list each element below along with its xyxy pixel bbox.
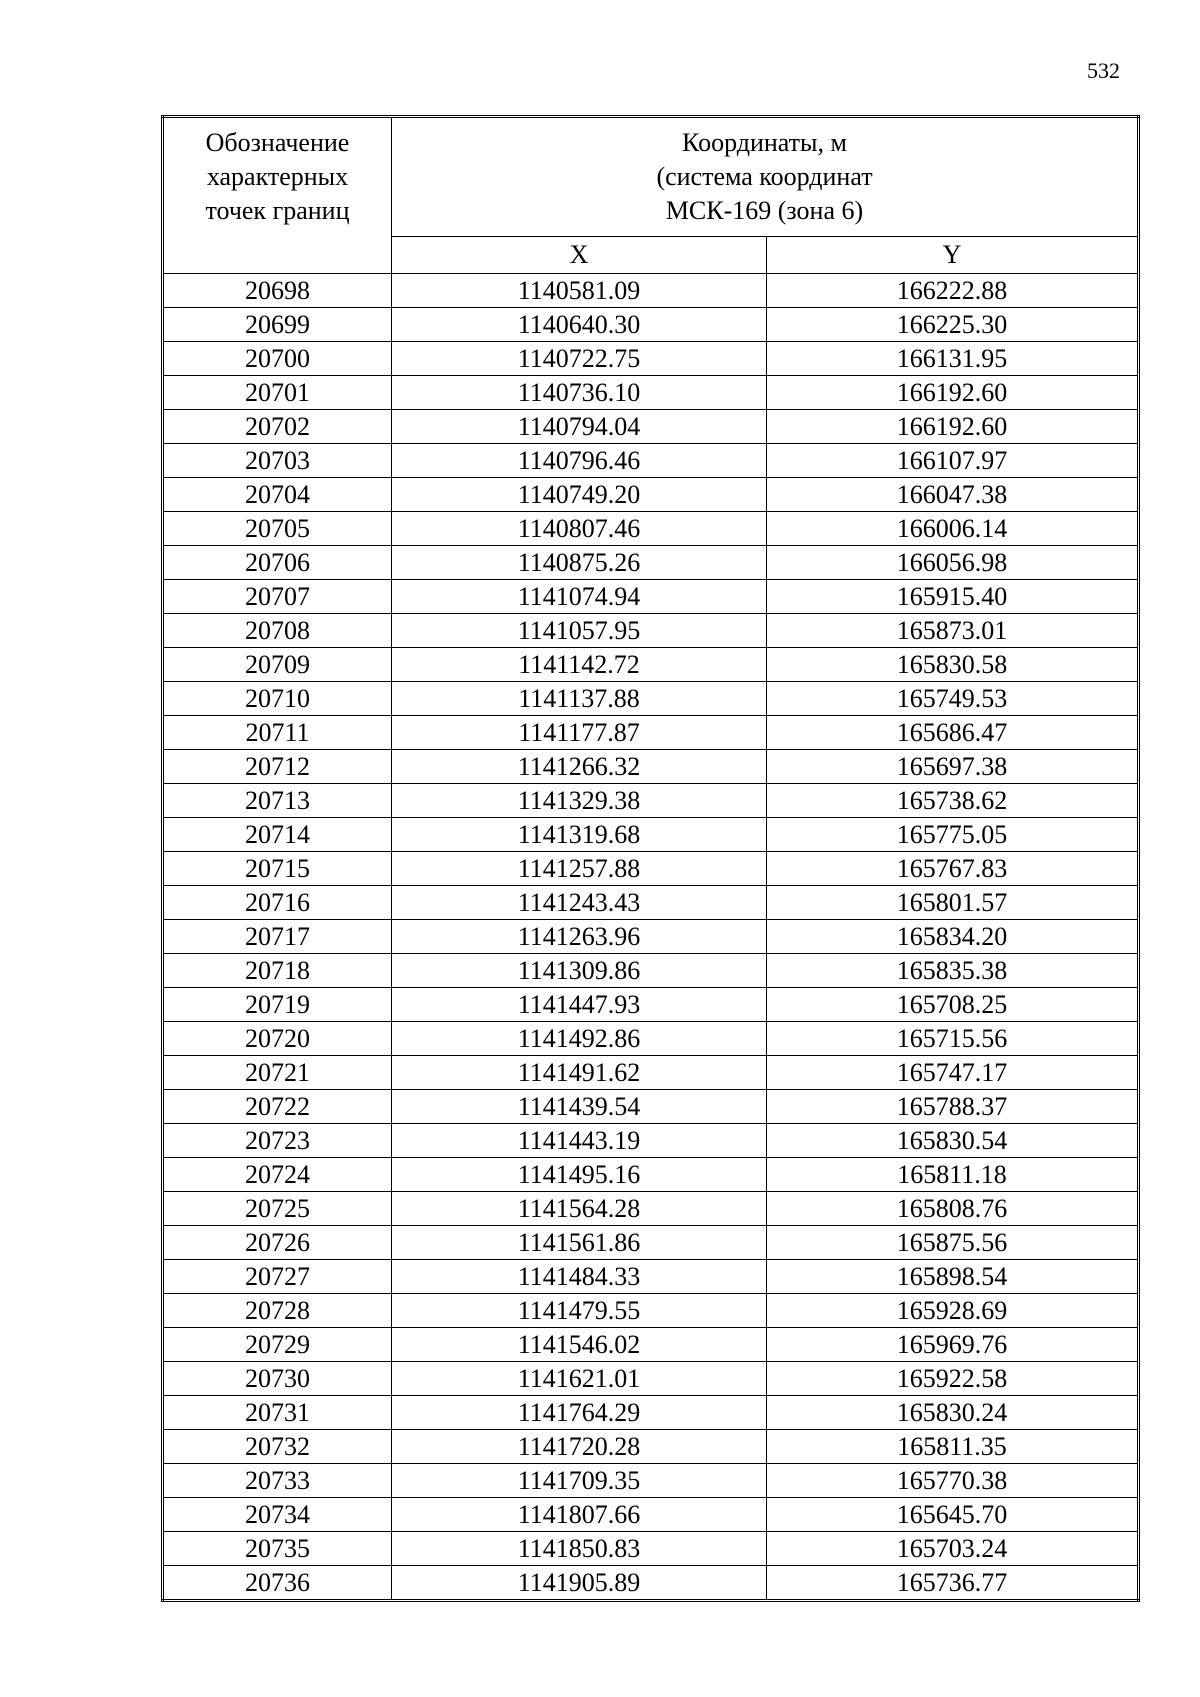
point-id-cell: 20703 (163, 444, 392, 478)
point-id-cell: 20727 (163, 1260, 392, 1294)
y-coordinate-cell: 166056.98 (767, 546, 1139, 580)
y-coordinate-cell: 165715.56 (767, 1022, 1139, 1056)
y-coordinate-cell: 166131.95 (767, 342, 1139, 376)
y-coordinate-cell: 165969.76 (767, 1328, 1139, 1362)
point-label-header-line: Обозначение (205, 128, 350, 157)
point-label-header-line: характерных (206, 162, 349, 191)
table-row (163, 1294, 1139, 1328)
page-number: 532 (1087, 58, 1120, 83)
point-id-cell: 20733 (163, 1464, 392, 1498)
y-coordinate-cell: 166225.30 (767, 308, 1139, 342)
point-id-cell: 20734 (163, 1498, 392, 1532)
coordinates-header (392, 117, 1139, 237)
x-coordinate-cell: 1141309.86 (392, 954, 767, 988)
y-coordinate-cell: 166006.14 (767, 512, 1139, 546)
point-id-cell: 20720 (163, 1022, 392, 1056)
y-coordinate-cell: 165686.47 (767, 716, 1139, 750)
point-id-cell: 20701 (163, 376, 392, 410)
point-id-cell: 20730 (163, 1362, 392, 1396)
table-row (163, 1056, 1139, 1090)
table-row (163, 1362, 1139, 1396)
y-coordinate-cell: 166192.60 (767, 376, 1139, 410)
x-coordinate-cell: 1141243.43 (392, 886, 767, 920)
point-id-cell: 20707 (163, 580, 392, 614)
point-id-cell: 20698 (163, 274, 392, 308)
y-coordinate-cell: 165811.35 (767, 1430, 1139, 1464)
x-coordinate-cell: 1141443.19 (392, 1124, 767, 1158)
table-row (163, 716, 1139, 750)
x-coordinate-cell: 1140796.46 (392, 444, 767, 478)
x-coordinate-cell: 1140875.26 (392, 546, 767, 580)
y-coordinate-cell: 165875.56 (767, 1226, 1139, 1260)
x-coordinate-cell: 1141074.94 (392, 580, 767, 614)
point-id-cell: 20711 (163, 716, 392, 750)
table-row (163, 920, 1139, 954)
x-coordinate-cell: 1141807.66 (392, 1498, 767, 1532)
y-column-header: Y (767, 237, 1139, 274)
table-row (163, 580, 1139, 614)
x-coordinate-cell: 1141177.87 (392, 716, 767, 750)
point-id-cell: 20722 (163, 1090, 392, 1124)
x-column-header: X (392, 237, 767, 274)
table-row (163, 1226, 1139, 1260)
x-coordinate-cell: 1141137.88 (392, 682, 767, 716)
table-row (163, 274, 1139, 308)
point-id-cell: 20706 (163, 546, 392, 580)
y-coordinate-cell: 165928.69 (767, 1294, 1139, 1328)
x-coordinate-cell: 1141621.01 (392, 1362, 767, 1396)
table-row (163, 614, 1139, 648)
x-coordinate-cell: 1141057.95 (392, 614, 767, 648)
x-coordinate-cell: 1140736.10 (392, 376, 767, 410)
y-coordinate-cell: 165915.40 (767, 580, 1139, 614)
y-coordinate-cell: 165830.24 (767, 1396, 1139, 1430)
point-id-cell: 20721 (163, 1056, 392, 1090)
table-header (163, 117, 1139, 274)
y-coordinate-cell: 165645.70 (767, 1498, 1139, 1532)
table-row (163, 342, 1139, 376)
x-coordinate-cell: 1141561.86 (392, 1226, 767, 1260)
point-id-cell: 20735 (163, 1532, 392, 1566)
x-coordinate-cell: 1140722.75 (392, 342, 767, 376)
table-row (163, 478, 1139, 512)
table-row (163, 886, 1139, 920)
table-row (163, 750, 1139, 784)
coordinates-header-line: (система координат (656, 162, 873, 191)
y-coordinate-cell: 165801.57 (767, 886, 1139, 920)
table-row (163, 376, 1139, 410)
y-coordinate-cell: 165811.18 (767, 1158, 1139, 1192)
y-coordinate-cell: 165747.17 (767, 1056, 1139, 1090)
x-coordinate-cell: 1141257.88 (392, 852, 767, 886)
table-row (163, 682, 1139, 716)
y-coordinate-cell: 166192.60 (767, 410, 1139, 444)
y-coordinate-cell: 165697.38 (767, 750, 1139, 784)
x-coordinate-cell: 1141564.28 (392, 1192, 767, 1226)
y-coordinate-cell: 165834.20 (767, 920, 1139, 954)
point-id-cell: 20699 (163, 308, 392, 342)
x-coordinate-cell: 1141764.29 (392, 1396, 767, 1430)
point-id-cell: 20716 (163, 886, 392, 920)
y-coordinate-cell: 165703.24 (767, 1532, 1139, 1566)
table-row (163, 818, 1139, 852)
coordinates-header-line: МСК-169 (зона 6) (665, 196, 864, 225)
y-coordinate-cell: 165775.05 (767, 818, 1139, 852)
table-row (163, 988, 1139, 1022)
point-id-cell: 20723 (163, 1124, 392, 1158)
x-coordinate-cell: 1141479.55 (392, 1294, 767, 1328)
x-coordinate-cell: 1141720.28 (392, 1430, 767, 1464)
table-row (163, 410, 1139, 444)
y-coordinate-cell: 166222.88 (767, 274, 1139, 308)
table-row (163, 1566, 1139, 1601)
x-coordinate-cell: 1141850.83 (392, 1532, 767, 1566)
point-id-cell: 20718 (163, 954, 392, 988)
x-coordinate-cell: 1141263.96 (392, 920, 767, 954)
y-coordinate-cell: 165749.53 (767, 682, 1139, 716)
y-coordinate-cell: 166107.97 (767, 444, 1139, 478)
x-coordinate-cell: 1140794.04 (392, 410, 767, 444)
x-coordinate-cell: 1141495.16 (392, 1158, 767, 1192)
table-row (163, 1090, 1139, 1124)
point-id-cell: 20729 (163, 1328, 392, 1362)
y-coordinate-cell: 165736.77 (767, 1566, 1139, 1601)
point-id-cell: 20728 (163, 1294, 392, 1328)
x-coordinate-cell: 1140640.30 (392, 308, 767, 342)
y-coordinate-cell: 165767.83 (767, 852, 1139, 886)
y-coordinate-cell: 165835.38 (767, 954, 1139, 988)
point-id-cell: 20724 (163, 1158, 392, 1192)
x-coordinate-cell: 1141447.93 (392, 988, 767, 1022)
y-coordinate-cell: 165708.25 (767, 988, 1139, 1022)
point-label-header-line: точек границ (205, 196, 350, 225)
point-id-cell: 20714 (163, 818, 392, 852)
table-row (163, 1158, 1139, 1192)
y-coordinate-cell: 165788.37 (767, 1090, 1139, 1124)
x-coordinate-cell: 1141329.38 (392, 784, 767, 818)
x-coordinate-cell: 1141319.68 (392, 818, 767, 852)
point-id-cell: 20725 (163, 1192, 392, 1226)
table-row (163, 954, 1139, 988)
point-id-cell: 20700 (163, 342, 392, 376)
table-row (163, 784, 1139, 818)
y-coordinate-cell: 165830.58 (767, 648, 1139, 682)
table-row (163, 1532, 1139, 1566)
x-coordinate-cell: 1140749.20 (392, 478, 767, 512)
point-id-cell: 20705 (163, 512, 392, 546)
y-coordinate-cell: 166047.38 (767, 478, 1139, 512)
x-coordinate-cell: 1141266.32 (392, 750, 767, 784)
x-coordinate-cell: 1141546.02 (392, 1328, 767, 1362)
point-id-cell: 20710 (163, 682, 392, 716)
x-coordinate-cell: 1141491.62 (392, 1056, 767, 1090)
y-coordinate-cell: 165770.38 (767, 1464, 1139, 1498)
table-row (163, 852, 1139, 886)
x-coordinate-cell: 1141484.33 (392, 1260, 767, 1294)
x-coordinate-cell: 1141492.86 (392, 1022, 767, 1056)
y-coordinate-cell: 165738.62 (767, 784, 1139, 818)
table-row (163, 1192, 1139, 1226)
table-row (163, 1022, 1139, 1056)
point-id-cell: 20732 (163, 1430, 392, 1464)
point-id-cell: 20719 (163, 988, 392, 1022)
point-id-cell: 20713 (163, 784, 392, 818)
point-id-cell: 20731 (163, 1396, 392, 1430)
y-coordinate-cell: 165830.54 (767, 1124, 1139, 1158)
y-coordinate-cell: 165808.76 (767, 1192, 1139, 1226)
table-row (163, 1328, 1139, 1362)
table-row (163, 1430, 1139, 1464)
x-coordinate-cell: 1141709.35 (392, 1464, 767, 1498)
table-body (163, 274, 1139, 1601)
x-coordinate-cell: 1141905.89 (392, 1566, 767, 1601)
table-row (163, 1124, 1139, 1158)
point-id-cell: 20704 (163, 478, 392, 512)
x-coordinate-cell: 1141439.54 (392, 1090, 767, 1124)
point-id-cell: 20726 (163, 1226, 392, 1260)
table-row (163, 1498, 1139, 1532)
y-coordinate-cell: 165922.58 (767, 1362, 1139, 1396)
x-coordinate-cell: 1141142.72 (392, 648, 767, 682)
table-row (163, 648, 1139, 682)
point-id-cell: 20736 (163, 1566, 392, 1601)
table-row (163, 444, 1139, 478)
table-row (163, 1396, 1139, 1430)
coordinates-table (161, 115, 1140, 1602)
point-label-header (163, 117, 392, 274)
table-row (163, 308, 1139, 342)
table-row (163, 1464, 1139, 1498)
table-row (163, 1260, 1139, 1294)
point-id-cell: 20715 (163, 852, 392, 886)
point-id-cell: 20708 (163, 614, 392, 648)
y-coordinate-cell: 165873.01 (767, 614, 1139, 648)
y-coordinate-cell: 165898.54 (767, 1260, 1139, 1294)
table-row (163, 512, 1139, 546)
point-id-cell: 20712 (163, 750, 392, 784)
x-coordinate-cell: 1140807.46 (392, 512, 767, 546)
table-row (163, 546, 1139, 580)
point-id-cell: 20717 (163, 920, 392, 954)
point-id-cell: 20702 (163, 410, 392, 444)
point-id-cell: 20709 (163, 648, 392, 682)
coordinates-header-line: Координаты, м (682, 128, 847, 157)
x-coordinate-cell: 1140581.09 (392, 274, 767, 308)
